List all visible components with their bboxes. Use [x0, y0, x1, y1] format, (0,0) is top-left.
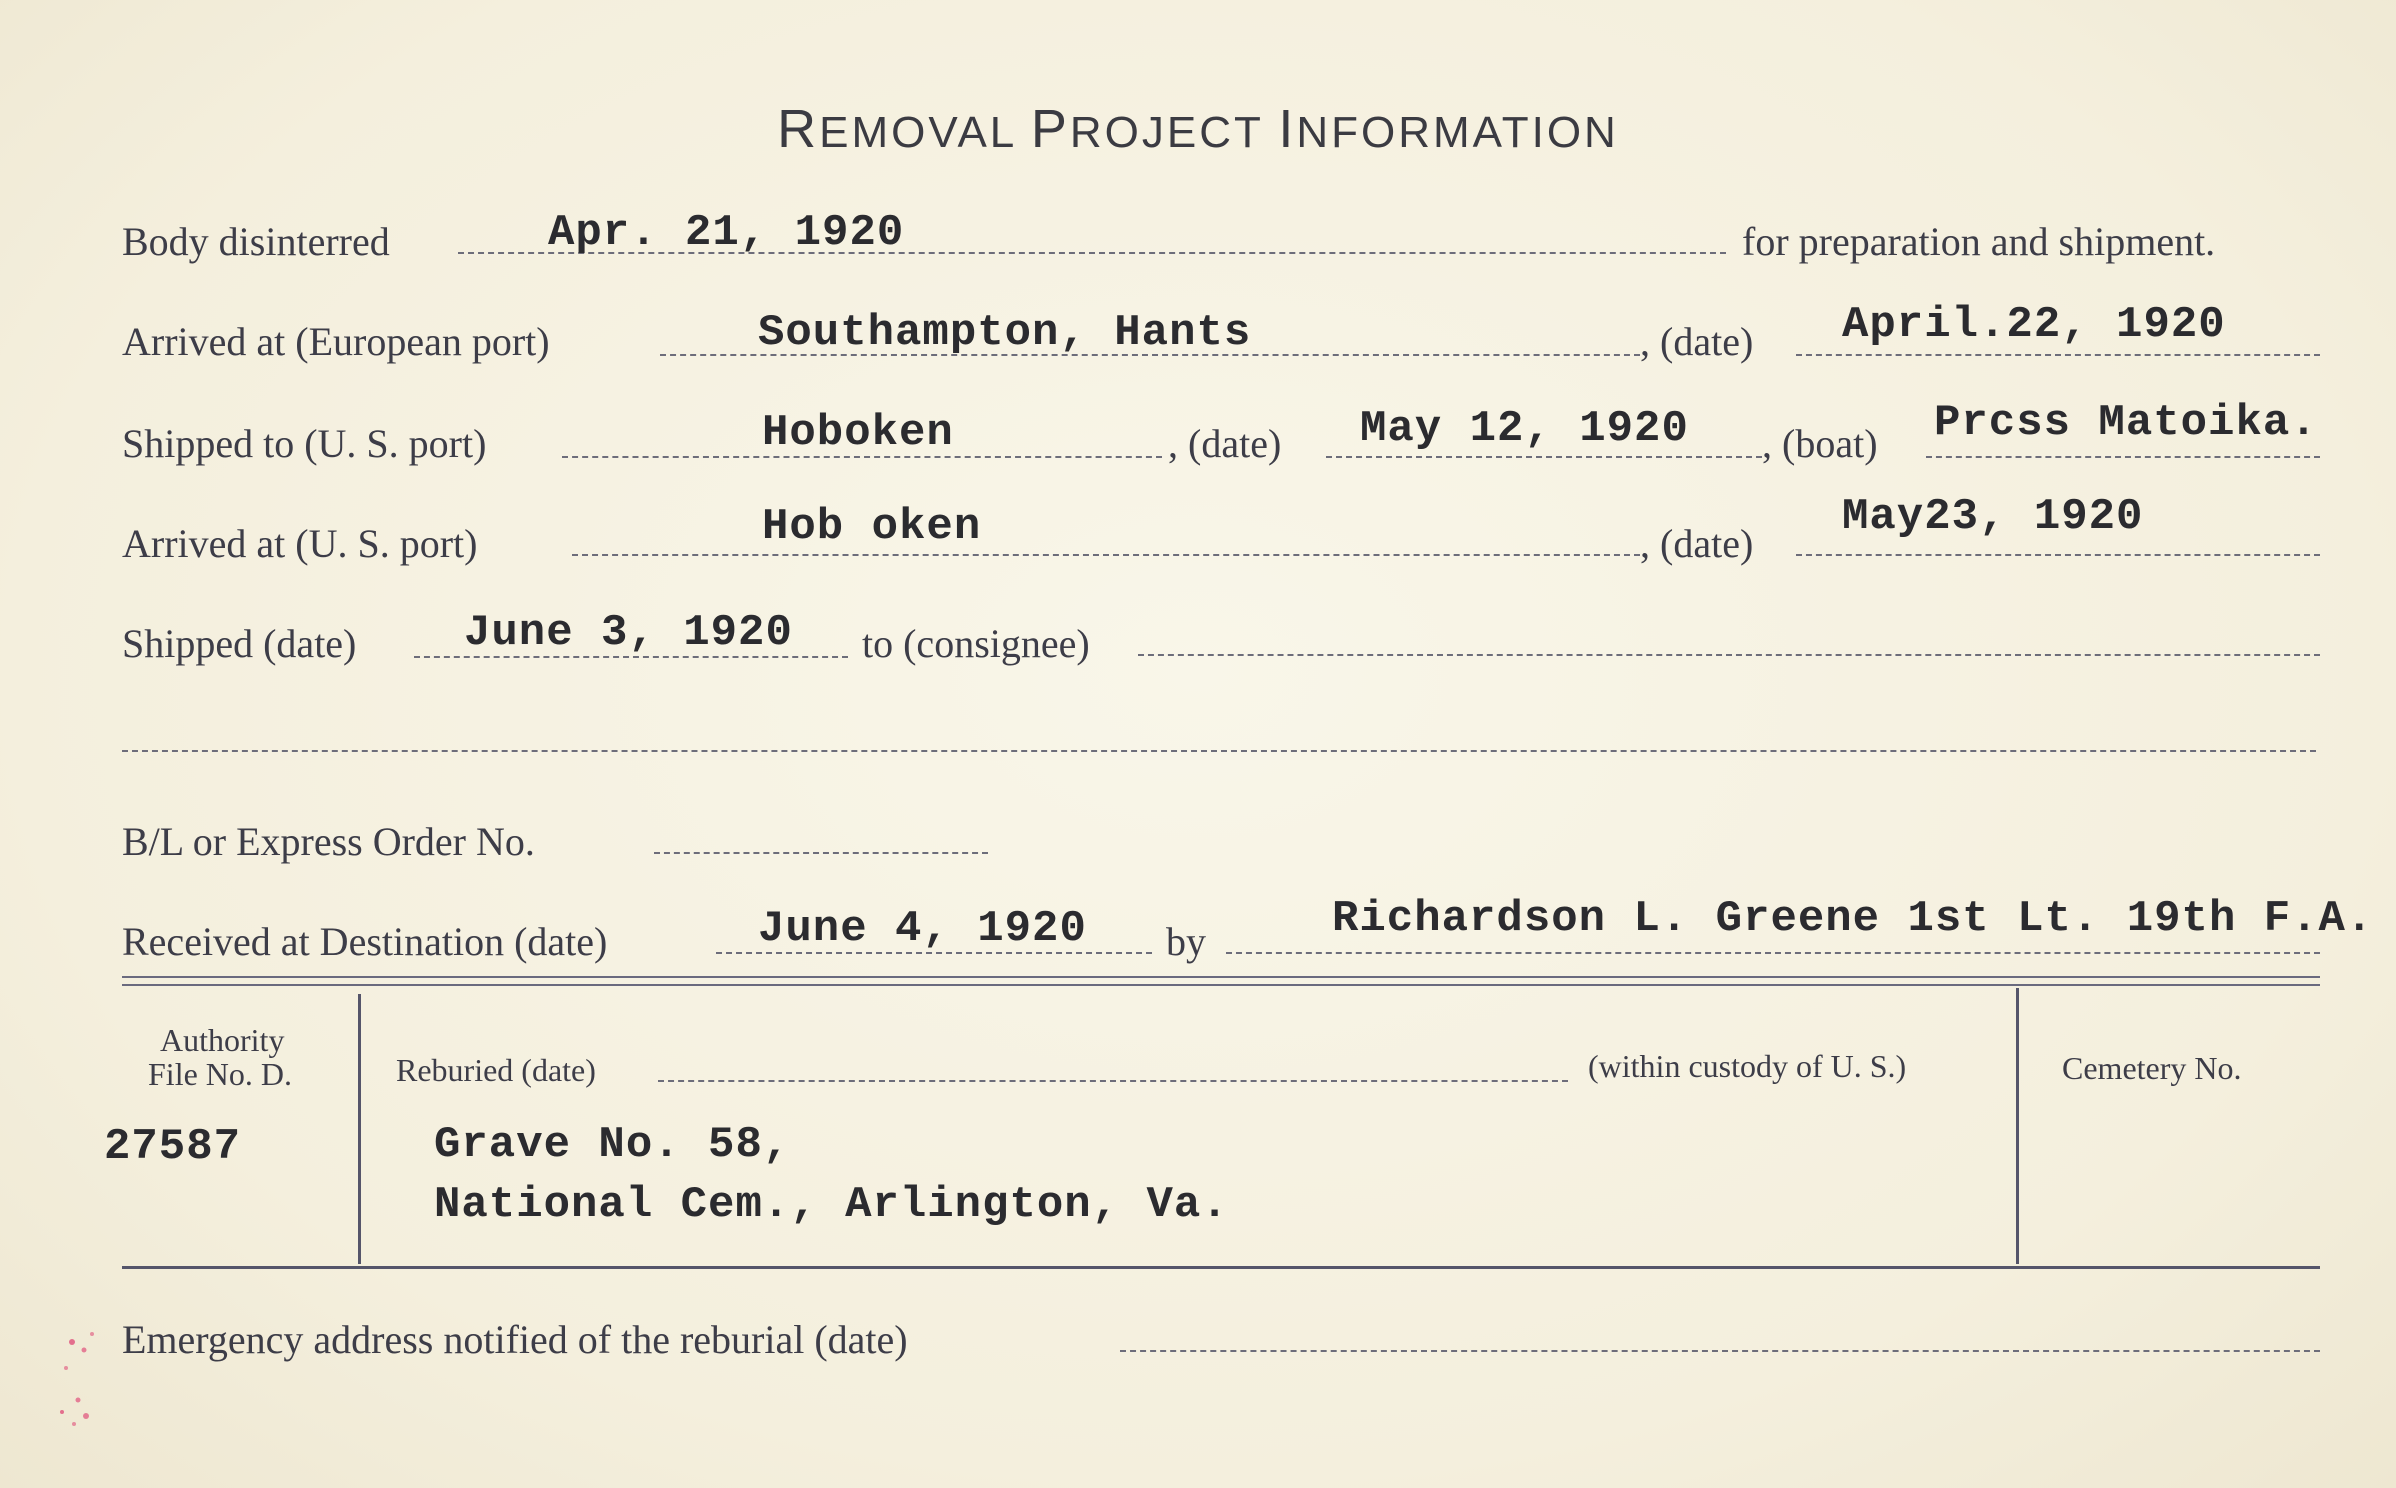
european-port-label: Arrived at (European port): [122, 319, 550, 364]
file-no-label: File No. D.: [148, 1056, 292, 1092]
cemetery-no-label: Cemetery No.: [2062, 1050, 2242, 1086]
consignee-continuation-line: [122, 750, 2316, 752]
title-part-3: NFORMATION: [1296, 108, 1619, 157]
box-top-rule-1: [122, 976, 2320, 978]
us-port-arrived-line: [572, 554, 1640, 556]
boat-value: Prcss Matoika.: [1934, 398, 2318, 448]
consignee-line: [1138, 654, 2320, 656]
european-port-value: Southampton, Hants: [758, 308, 1252, 358]
us-port-shipped-date-label: , (date): [1168, 421, 1282, 466]
body-disinterred-label: Body disinterred: [122, 219, 390, 264]
authority-label: Authority: [160, 1022, 285, 1058]
box-divider-left: [358, 994, 361, 1264]
emergency-address-line: [1120, 1350, 2320, 1352]
boat-line: [1926, 456, 2320, 458]
grave-line-2: National Cem., Arlington, Va.: [434, 1180, 1229, 1230]
file-no-value: 27587: [104, 1122, 242, 1172]
preparation-shipment-label: for preparation and shipment.: [1742, 219, 2216, 264]
reburied-label: Reburied (date): [396, 1052, 596, 1088]
us-port-arrived-date-line: [1796, 554, 2320, 556]
us-port-arrived-label: Arrived at (U. S. port): [122, 521, 478, 566]
european-port-date: April.22, 1920: [1842, 300, 2226, 350]
received-by-line: [1226, 952, 2320, 954]
box-top-rule-2: [122, 984, 2320, 986]
us-port-shipped-value: Hoboken: [762, 408, 954, 458]
us-port-shipped-date: May 12, 1920: [1360, 404, 1689, 454]
us-port-shipped-label: Shipped to (U. S. port): [122, 421, 487, 466]
us-port-arrived-date-label: , (date): [1640, 521, 1754, 566]
grave-line-1: Grave No. 58,: [434, 1120, 791, 1170]
custody-label: (within custody of U. S.): [1588, 1048, 1907, 1084]
european-port-date-label: , (date): [1640, 319, 1754, 364]
received-by-label: by: [1166, 919, 1206, 964]
bl-express-order-line: [654, 852, 988, 854]
box-divider-right: [2016, 988, 2019, 1264]
red-stamp-mark: [52, 1320, 122, 1440]
reburied-line: [658, 1080, 1568, 1082]
emergency-address-label: Emergency address notified of the reburial (date): [122, 1317, 908, 1362]
shipped-date-value: June 3, 1920: [464, 608, 793, 658]
title-initial-p: P: [1030, 99, 1070, 159]
european-port-date-line: [1796, 354, 2320, 356]
received-destination-date: June 4, 1920: [758, 904, 1087, 954]
consignee-label: to (consignee): [862, 621, 1090, 666]
title-initial-i: I: [1278, 99, 1297, 159]
received-destination-label: Received at Destination (date): [122, 919, 608, 964]
boat-label: , (boat): [1762, 421, 1878, 466]
us-port-arrived-value: Hob oken: [762, 502, 982, 552]
box-bottom-rule: [122, 1266, 2320, 1269]
title-initial-r: R: [777, 99, 820, 159]
body-disinterred-date: Apr. 21, 1920: [548, 208, 905, 258]
card-title: [0, 98, 2396, 160]
title-part-2: ROJECT: [1069, 108, 1279, 157]
bl-express-order-label: B/L or Express Order No.: [122, 819, 535, 864]
us-port-shipped-date-line: [1326, 456, 1762, 458]
shipped-date-label: Shipped (date): [122, 621, 357, 666]
received-by-value: Richardson L. Greene 1st Lt. 19th F.A.: [1332, 894, 2374, 944]
title-part-1: EMOVAL: [819, 108, 1031, 157]
us-port-arrived-date: May23, 1920: [1842, 492, 2144, 542]
